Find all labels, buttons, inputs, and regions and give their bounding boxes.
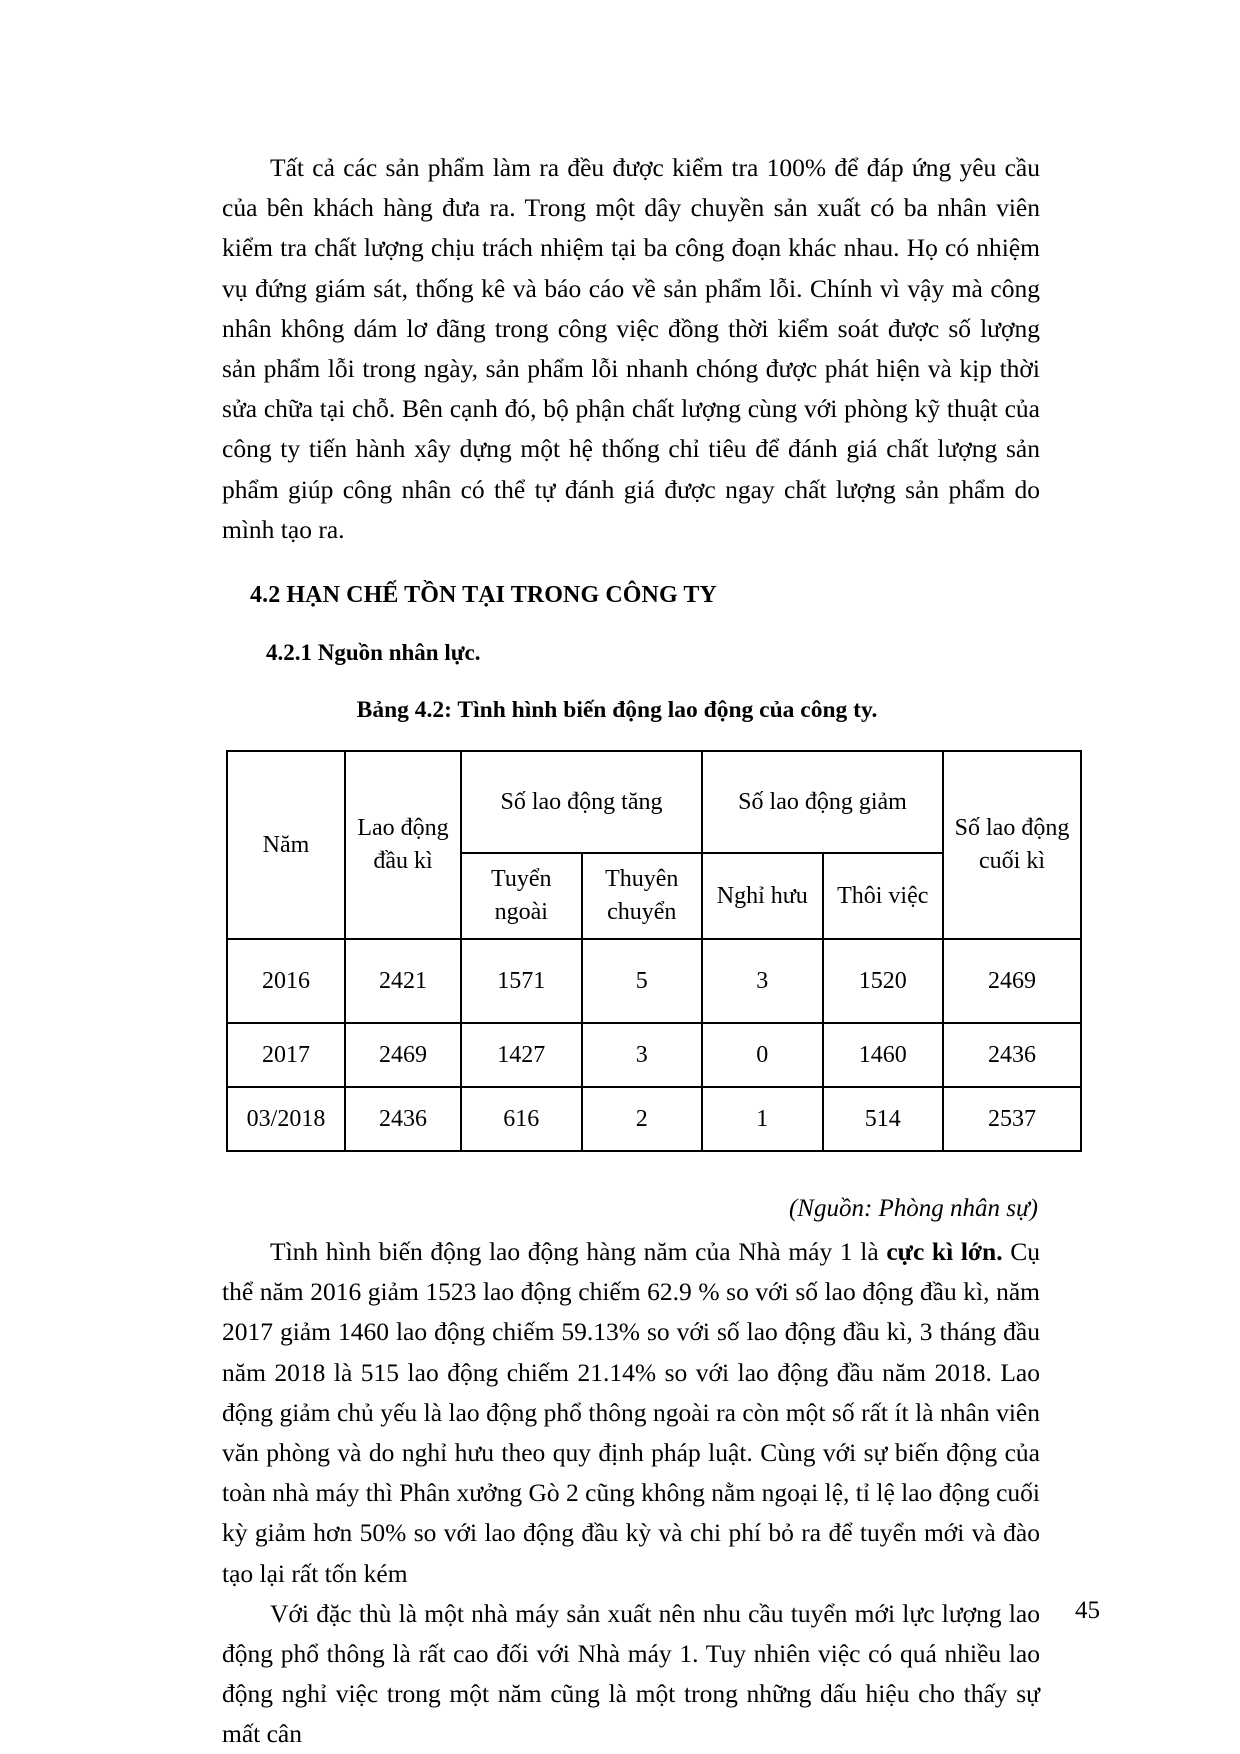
cell-lao-dong-dau-ki: 2469 xyxy=(345,1023,461,1087)
cell-lao-dong-dau-ki: 2436 xyxy=(345,1087,461,1151)
header-so-lao-dong-cuoi-ki: Số lao động cuối kì xyxy=(943,751,1081,939)
paragraph-analysis xyxy=(222,1226,1040,1594)
heading-section-4-2-1: 4.2.1 Nguồn nhân lực. xyxy=(266,640,481,666)
paragraph-analysis-part1: Tình hình biến động lao động hàng năm của Nhà máy 1 là xyxy=(270,1237,887,1267)
header-thoi-viec: Thôi việc xyxy=(823,853,944,939)
header-lao-dong-dau-ki: Lao động đầu kì xyxy=(345,751,461,939)
table-row xyxy=(227,1087,1081,1151)
cell-thoi-viec: 1520 xyxy=(823,939,944,1023)
cell-tuyen-ngoai: 616 xyxy=(461,1087,582,1151)
labor-fluctuation-table xyxy=(226,750,1082,1152)
table-row xyxy=(227,1023,1081,1087)
cell-thoi-viec: 514 xyxy=(823,1087,944,1151)
cell-thuyen-chuyen: 5 xyxy=(582,939,703,1023)
page-number: 45 xyxy=(1075,1597,1100,1624)
cell-lao-dong-dau-ki: 2421 xyxy=(345,939,461,1023)
cell-nghi-huu: 3 xyxy=(702,939,823,1023)
heading-section-4-2: 4.2 HẠN CHẾ TỒN TẠI TRONG CÔNG TY xyxy=(250,582,717,609)
table-body xyxy=(227,939,1081,1151)
table-source-note: (Nguồn: Phòng nhân sự) xyxy=(788,1195,1038,1223)
cell-cuoi-ki: 2537 xyxy=(943,1087,1081,1151)
cell-thoi-viec: 1460 xyxy=(823,1023,944,1087)
header-nam: Năm xyxy=(227,751,345,939)
paragraph-conclusion: Với đặc thù là một nhà máy sản xuất nên nhu cầu tuyển mới lực lượng lao động phổ thông là rất cao đối với Nhà máy 1. Tuy nhiên việc có quá nhiều lao động nghỉ việc trong một năm cũng là một trong những dấu hiệu cho thấy sự mất cân xyxy=(222,1598,1040,1749)
table-container xyxy=(222,728,1070,1152)
cell-thuyen-chuyen: 2 xyxy=(582,1087,703,1151)
page-content xyxy=(222,148,1070,1754)
table-caption: Bảng 4.2: Tình hình biến động lao động của công ty. xyxy=(356,697,878,724)
cell-tuyen-ngoai: 1571 xyxy=(461,939,582,1023)
cell-tuyen-ngoai: 1427 xyxy=(461,1023,582,1087)
paragraph-intro: Tất cả các sản phẩm làm ra đều được kiểm tra 100% để đáp ứng yêu cầu của bên khách hàng đưa ra. Trong một dây chuyền sản xuất có ba nhân viên kiểm tra chất lượng chịu trách nhiệm tại ba công đoạn khác nhau. Họ có nhiệm vụ đứng giám sát, thống kê và báo cáo về sản phẩm lỗi. Chính vì vậy mà công nhân không dám lơ đãng trong công việc đồng thời kiểm soát được số lượng sản phẩm lỗi trong ngày, sản phẩm lỗi nhanh chóng được phát hiện và kịp thời sửa chữa tại chỗ. Bên cạnh đó, bộ phận chất lượng cùng với phòng kỹ thuật của công ty tiến hành xây dựng một hệ thống chỉ tiêu để đánh giá chất lượng sản phẩm giúp công nhân có thể tự đánh giá được ngay chất lượng sản phẩm do mình tạo ra. xyxy=(222,153,1040,544)
header-thuyen-chuyen: Thuyên chuyển xyxy=(582,853,703,939)
table-header-row-1 xyxy=(227,751,1081,853)
table-row xyxy=(227,939,1081,1023)
cell-cuoi-ki: 2469 xyxy=(943,939,1081,1023)
cell-nghi-huu: 1 xyxy=(702,1087,823,1151)
header-nghi-huu: Nghỉ hưu xyxy=(702,853,823,939)
table-head xyxy=(227,751,1081,939)
cell-nam: 2017 xyxy=(227,1023,345,1087)
cell-nam: 03/2018 xyxy=(227,1087,345,1151)
cell-nghi-huu: 0 xyxy=(702,1023,823,1087)
cell-thuyen-chuyen: 3 xyxy=(582,1023,703,1087)
paragraph-analysis-part2: Cụ thể năm 2016 giảm 1523 lao động chiếm 62.9 % so với số lao động đầu kì, năm 2017 giảm 1460 lao động chiếm 59.13% so với số lao động đầu kì, 3 tháng đầu năm 2018 là 515 lao động chiếm 21.14% so với lao động đầu năm 2018. Lao động giảm chủ yếu là lao động phổ thông ngoài ra còn một số rất ít là nhân viên văn phòng và do nghỉ hưu theo quy định pháp luật. Cùng với sự biến động của toàn nhà máy thì Phân xưởng Gò 2 cũng không nằm ngoại lệ, tỉ lệ lao động cuối kỳ giảm hơn 50% so với lao động đầu kỳ và chi phí bỏ ra để tuyển mới và đào tạo lại rất tốn kém xyxy=(222,1237,1040,1588)
header-so-lao-dong-tang: Số lao động tăng xyxy=(461,751,702,853)
paragraph-analysis-emphasis: cực kì lớn. xyxy=(886,1237,1003,1267)
cell-nam: 2016 xyxy=(227,939,345,1023)
cell-cuoi-ki: 2436 xyxy=(943,1023,1081,1087)
header-tuyen-ngoai: Tuyển ngoài xyxy=(461,853,582,939)
header-so-lao-dong-giam: Số lao động giảm xyxy=(702,751,943,853)
